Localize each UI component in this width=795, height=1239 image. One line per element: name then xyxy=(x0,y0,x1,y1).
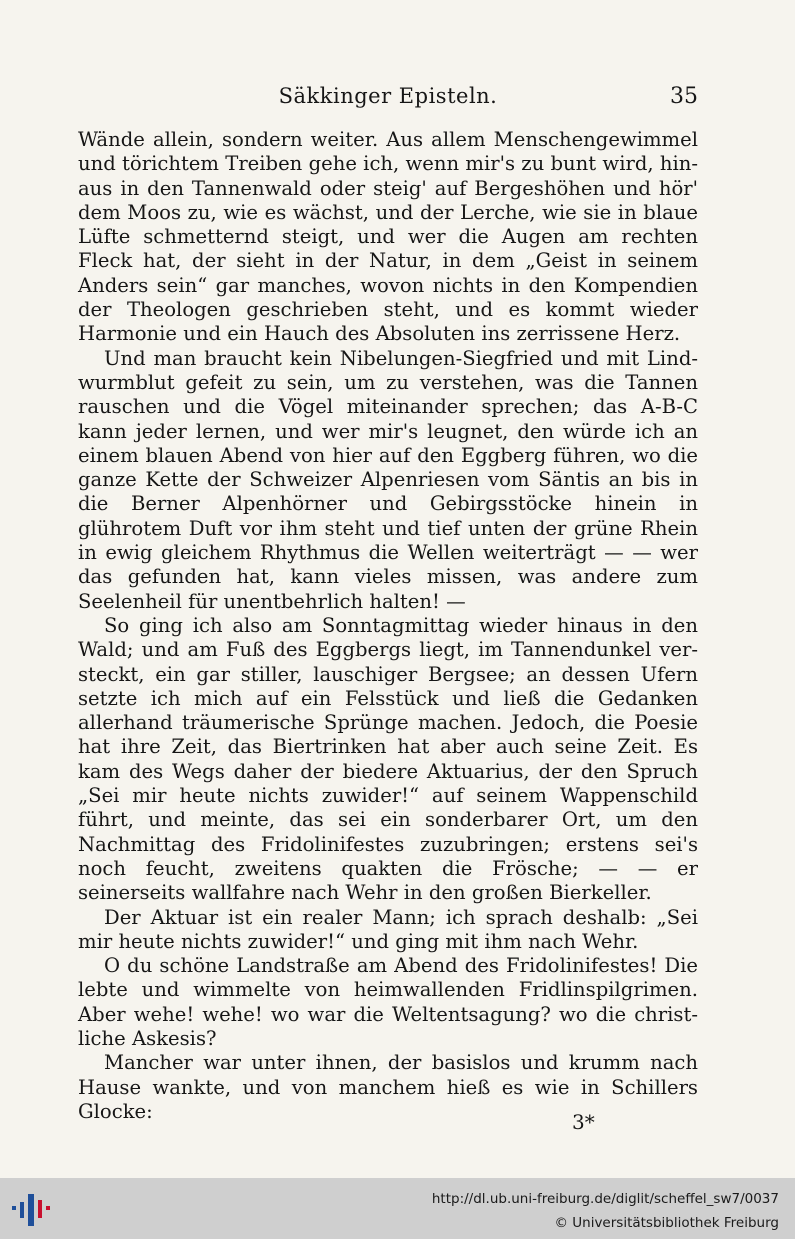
ub-freiburg-logo-icon xyxy=(10,1190,54,1230)
running-head xyxy=(78,84,698,114)
signature-mark: 3* xyxy=(572,1110,595,1134)
body-text xyxy=(78,128,698,1124)
paragraph: Mancher war unter ihnen, der basislos und krumm nach Hause wankte, und von manchem hieß es wie in Schillers Glocke: xyxy=(78,1051,698,1123)
footer-bar xyxy=(0,1178,795,1239)
page-number: 35 xyxy=(670,84,698,109)
paragraph: So ging ich also am Sonntagmittag wieder hinaus in den Wald; und am Fuß des Eggbergs liegt, im Tannendunkel versteckt, ein gar stiller, lauschiger Bergsee; an dessen Ufern setzte ich mich auf ein Felsstück und ließ die Gedanken allerhand träumerische Sprünge machen. Jedoch, die Poesie hat ihre Zeit, das Biertrinken hat aber auch seine Zeit. Es kam des Wegs daher der biedere Aktuarius, der den Spruch „Sei mir heute nichts zuwider!“ auf seinem Wappenschild führt, und meinte, das sei ein sonderbarer Ort, um den Nachmittag des Fridolinifestes zuzubringen; erstens sei's noch feucht, zweitens quakten die Frösche; — — er seinerseits wallfahre nach Wehr in den großen Bierkeller. xyxy=(78,613,698,905)
running-title: Säkkinger Episteln. xyxy=(278,84,498,108)
footer-url-link[interactable]: http://dl.ub.uni-freiburg.de/diglit/scheffel_sw7/0037 xyxy=(431,1191,779,1207)
paragraph: Und man braucht kein Nibelungen-Siegfried und mit Lindwurmblut gefeit zu sein, um zu verstehen, was die Tannen rauschen und die Vögel miteinander sprechen; das A-B-C kann jeder lernen, und wer mir's leugnet, den würde ich an einem blauen Abend von hier auf den Eggberg führen, wo die ganze Kette der Schweizer Alpenriesen vom Säntis an bis in die Berner Alpenhörner und Gebirgsstöcke hinein in glührotem Duft vor ihm steht und tief unten der grüne Rhein in ewig gleichem Rhythmus die Wellen weiterträgt — — wer das gefunden hat, kann vieles missen, was andere zum Seelenheil für unentbehrlich halten! — xyxy=(78,346,698,613)
paragraph: Der Aktuar ist ein realer Mann; ich sprach deshalb: „Sei mir heute nichts zuwider!“ und ging mit ihm nach Wehr. xyxy=(78,905,698,953)
paragraph: O du schöne Landstraße am Abend des Fridolinifestes! Die lebte und wimmelte von heimwallenden Fridlinspilgrimen. Aber wehe! wehe! wo war die Weltentsagung? wo die christliche Askesis? xyxy=(78,954,698,1050)
paragraph: Wände allein, sondern weiter. Aus allem Menschengewimmel und törichtem Treiben gehe ich, wenn mir's zu bunt wird, hinaus in den Tannenwald oder steig' auf Bergeshöhen und hör' dem Moos zu, wie es wächst, und der Lerche, wie sie in blaue Lüfte schmetternd steigt, und wer die Augen am rechten Fleck hat, der sieht in der Natur, in dem „Geist in seinem Anders sein“ gar manches, wovon nichts in den Kompendien der Theologen geschrieben steht, und es kommt wieder Harmonie und ein Hauch des Absoluten ins zerrissene Herz. xyxy=(78,128,698,346)
footer-copyright: © Universitätsbibliothek Freiburg xyxy=(554,1215,779,1231)
